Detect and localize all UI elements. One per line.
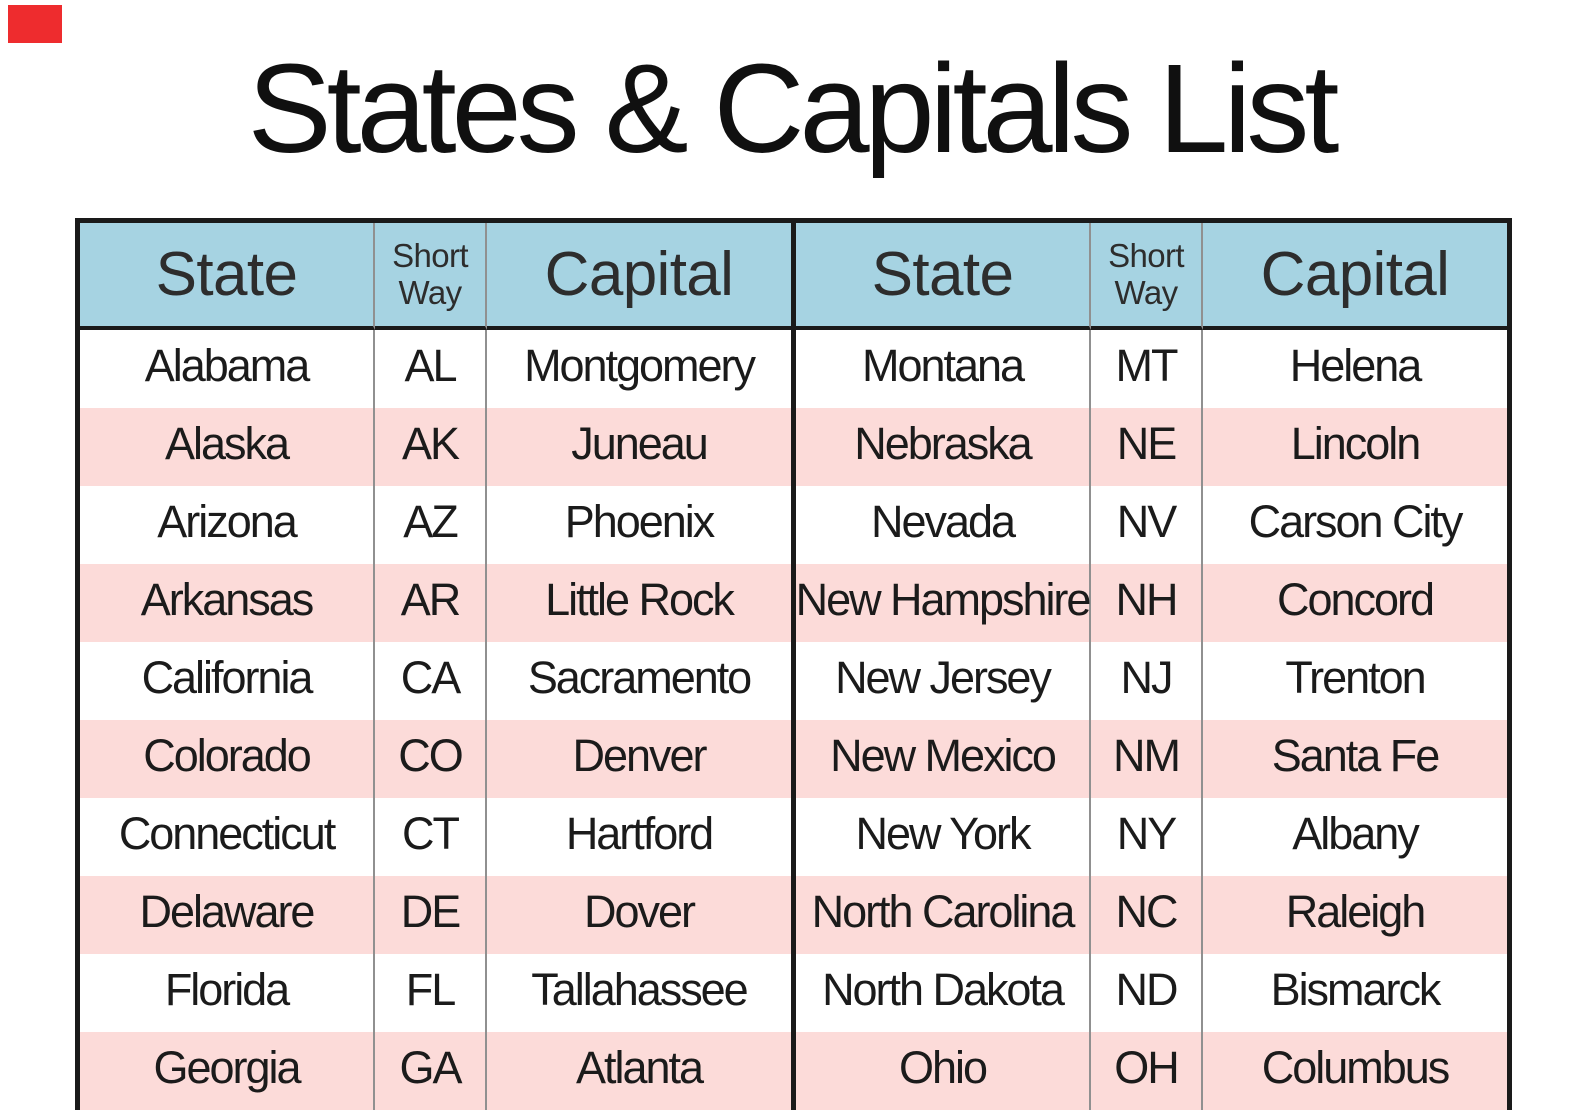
state-cell: Georgia: [80, 1032, 375, 1110]
state-cell: Arizona: [80, 486, 375, 564]
state-cell: New Hampshire: [796, 564, 1091, 642]
header-short-way-right: [1091, 223, 1203, 330]
header-capital-right: Capital: [1203, 223, 1507, 330]
states-capitals-table: [75, 218, 1512, 1110]
header-short-way-left: [375, 223, 487, 330]
capital-cell: Raleigh: [1203, 876, 1507, 954]
header-short-way-line1: Short: [1108, 237, 1184, 275]
state-cell: New York: [796, 798, 1091, 876]
header-short-way-line1: Short: [392, 237, 468, 275]
short-way-cell: CO: [375, 720, 487, 798]
table-right-half: [796, 223, 1507, 1110]
capital-cell: Concord: [1203, 564, 1507, 642]
state-cell: Alabama: [80, 330, 375, 408]
state-cell: California: [80, 642, 375, 720]
state-cell: Florida: [80, 954, 375, 1032]
state-cell: Alaska: [80, 408, 375, 486]
capital-cell: Trenton: [1203, 642, 1507, 720]
capital-cell: Carson City: [1203, 486, 1507, 564]
state-cell: Nevada: [796, 486, 1091, 564]
capital-cell: Hartford: [487, 798, 791, 876]
short-way-cell: DE: [375, 876, 487, 954]
capital-cell: Albany: [1203, 798, 1507, 876]
short-way-cell: NC: [1091, 876, 1203, 954]
short-way-cell: AK: [375, 408, 487, 486]
header-capital-left: Capital: [487, 223, 791, 330]
capital-cell: Tallahassee: [487, 954, 791, 1032]
short-way-cell: NH: [1091, 564, 1203, 642]
state-cell: Connecticut: [80, 798, 375, 876]
table-left-half: [80, 223, 796, 1110]
capital-cell: Atlanta: [487, 1032, 791, 1110]
short-way-cell: NY: [1091, 798, 1203, 876]
state-cell: New Jersey: [796, 642, 1091, 720]
short-way-cell: AR: [375, 564, 487, 642]
state-cell: Montana: [796, 330, 1091, 408]
red-corner-mark: [8, 5, 62, 43]
short-way-cell: NM: [1091, 720, 1203, 798]
short-way-cell: NJ: [1091, 642, 1203, 720]
capital-cell: Dover: [487, 876, 791, 954]
state-cell: Nebraska: [796, 408, 1091, 486]
capital-cell: Columbus: [1203, 1032, 1507, 1110]
capital-cell: Santa Fe: [1203, 720, 1507, 798]
short-way-cell: FL: [375, 954, 487, 1032]
header-state-right: State: [796, 223, 1091, 330]
capital-cell: Lincoln: [1203, 408, 1507, 486]
short-way-cell: MT: [1091, 330, 1203, 408]
state-cell: North Dakota: [796, 954, 1091, 1032]
state-cell: Arkansas: [80, 564, 375, 642]
header-state-left: State: [80, 223, 375, 330]
page-title: States & Capitals List: [247, 38, 1335, 179]
state-cell: Ohio: [796, 1032, 1091, 1110]
short-way-cell: AL: [375, 330, 487, 408]
short-way-cell: CT: [375, 798, 487, 876]
state-cell: Delaware: [80, 876, 375, 954]
short-way-cell: CA: [375, 642, 487, 720]
capital-cell: Denver: [487, 720, 791, 798]
short-way-cell: NV: [1091, 486, 1203, 564]
capital-cell: Montgomery: [487, 330, 791, 408]
header-short-way-line2: Way: [1114, 273, 1178, 311]
state-cell: New Mexico: [796, 720, 1091, 798]
short-way-cell: AZ: [375, 486, 487, 564]
state-cell: Colorado: [80, 720, 375, 798]
short-way-cell: NE: [1091, 408, 1203, 486]
header-short-way-line2: Way: [398, 273, 462, 311]
capital-cell: Little Rock: [487, 564, 791, 642]
short-way-cell: OH: [1091, 1032, 1203, 1110]
capital-cell: Sacramento: [487, 642, 791, 720]
short-way-cell: GA: [375, 1032, 487, 1110]
capital-cell: Bismarck: [1203, 954, 1507, 1032]
state-cell: North Carolina: [796, 876, 1091, 954]
capital-cell: Phoenix: [487, 486, 791, 564]
capital-cell: Juneau: [487, 408, 791, 486]
capital-cell: Helena: [1203, 330, 1507, 408]
short-way-cell: ND: [1091, 954, 1203, 1032]
